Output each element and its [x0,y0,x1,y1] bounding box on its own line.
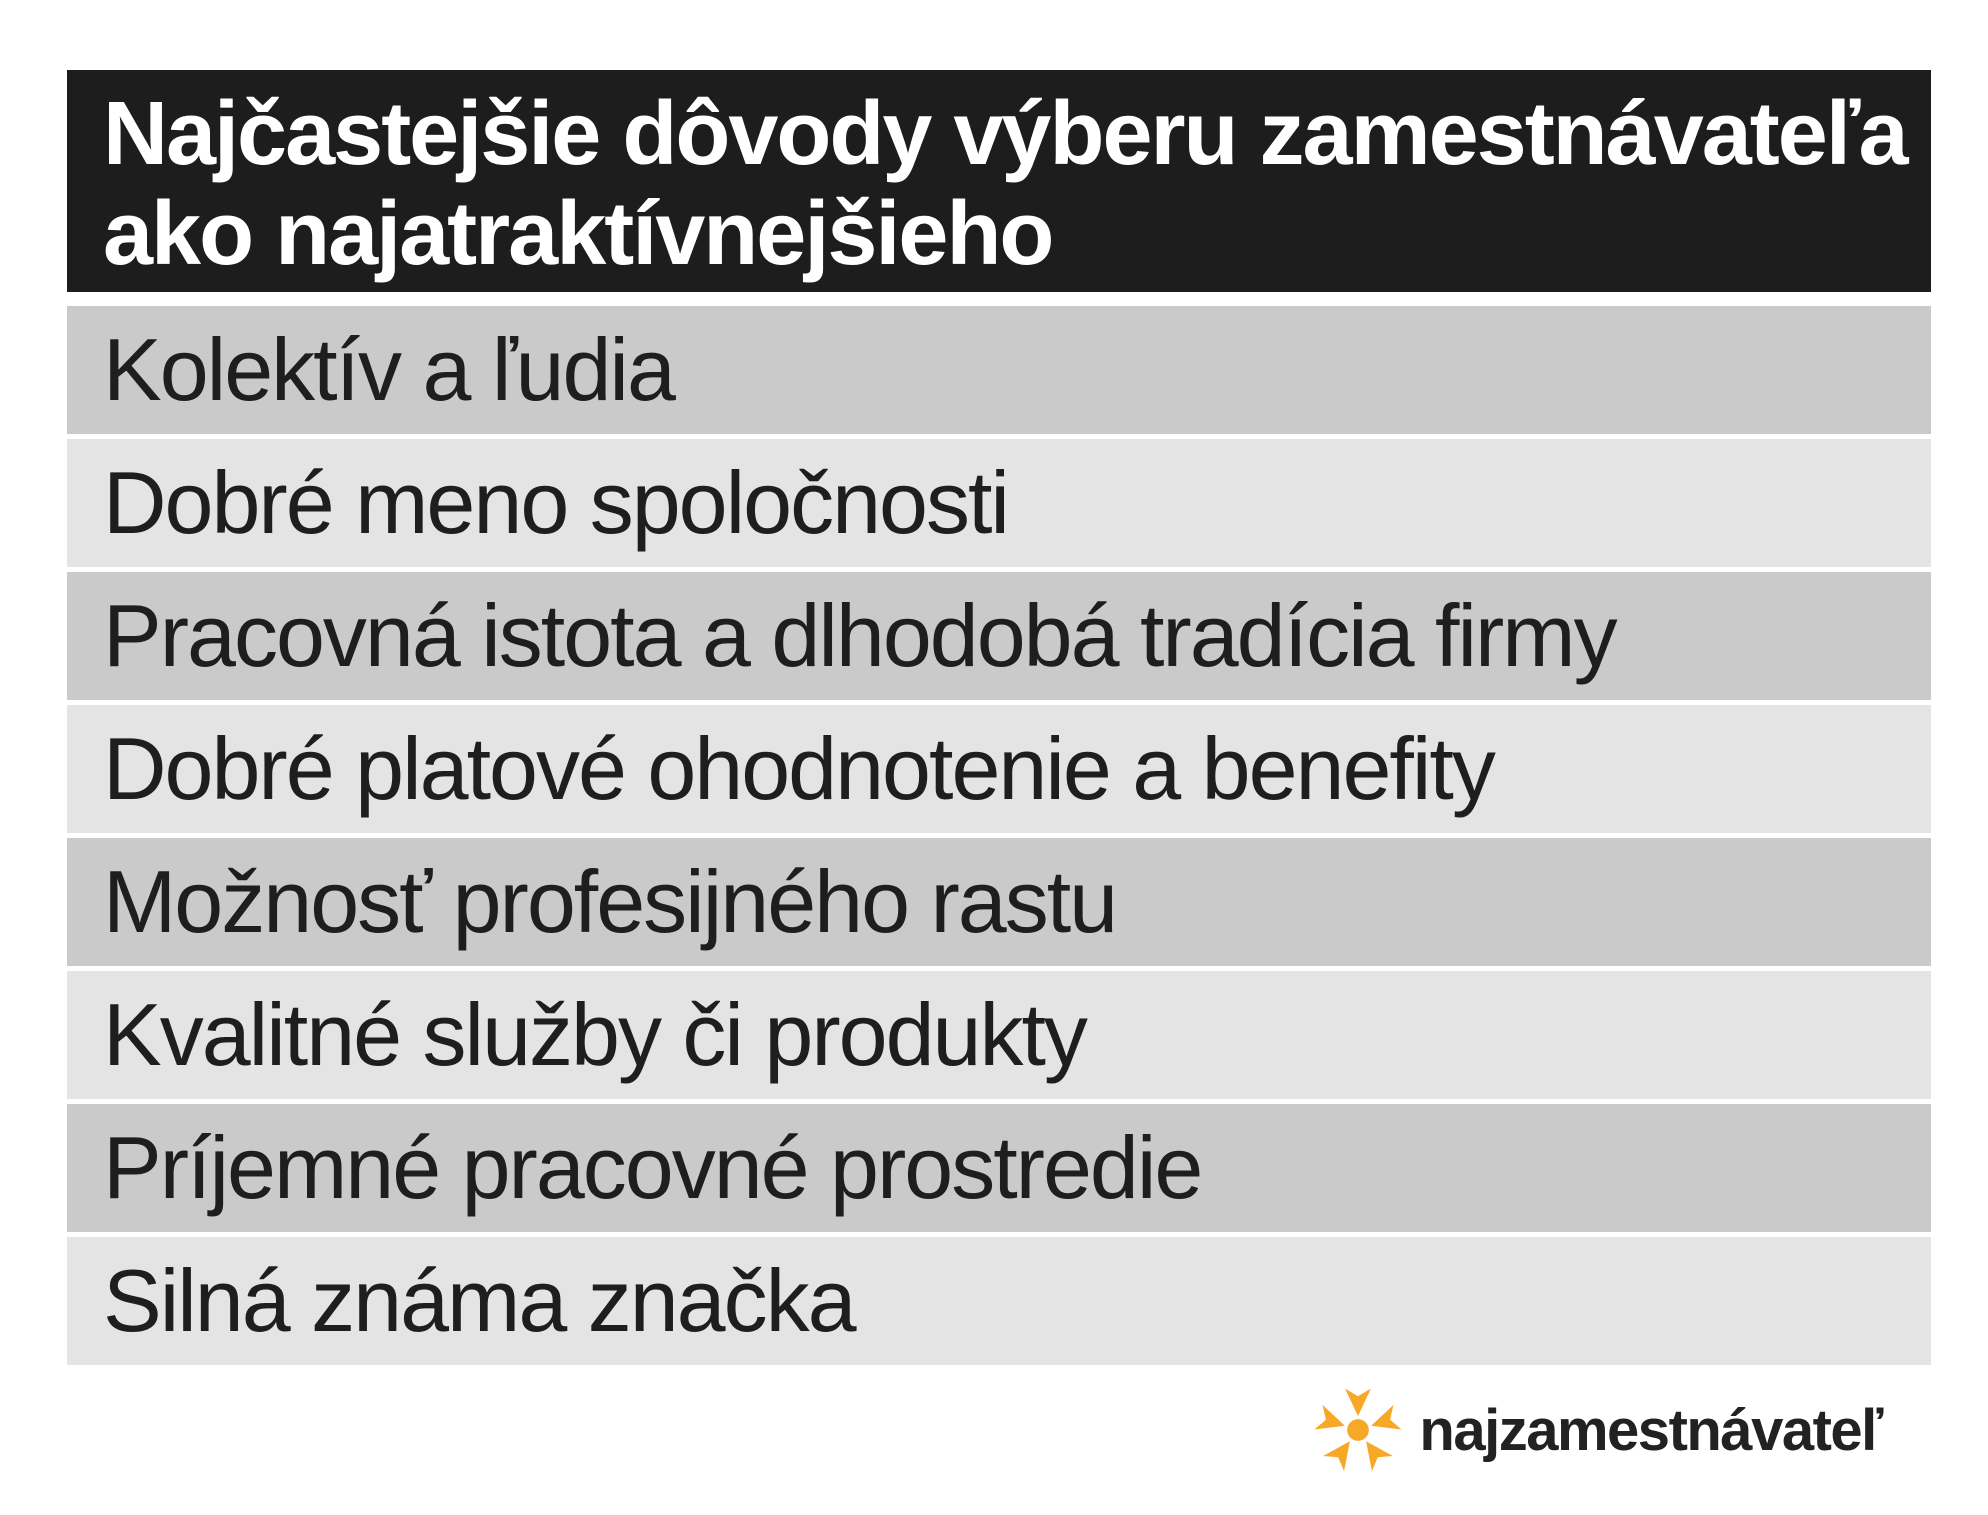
reason-label: Silná známa značka [103,1251,855,1350]
title-line-2: ako najatraktívnejšieho [103,184,1053,284]
reason-label: Kvalitné služby či produkty [103,985,1086,1084]
title-banner [67,70,1931,292]
reason-label: Pracovná istota a dlhodobá tradícia firmy [103,586,1616,685]
reason-label: Dobré platové ohodnotenie a benefity [103,719,1494,818]
reason-row-7 [67,1104,1931,1232]
content-block [67,70,1931,1370]
brand-name: najzamestnávateľ [1419,1397,1882,1463]
reason-label: Kolektív a ľudia [103,320,674,419]
star-burst-icon [1313,1383,1403,1477]
reason-row-8 [67,1237,1931,1365]
reason-row-3 [67,572,1931,700]
reason-row-2 [67,439,1931,567]
reason-row-4 [67,705,1931,833]
reason-label: Príjemné pracovné prostredie [103,1118,1202,1217]
brand-logo [1313,1384,1882,1476]
reason-row-6 [67,971,1931,1099]
reason-label: Možnosť profesijného rastu [103,852,1117,951]
reason-row-1 [67,306,1931,434]
reasons-list [67,306,1931,1365]
reason-row-5 [67,838,1931,966]
title-line-1: Najčastejšie dôvody výberu zamestnávateľa [103,84,1907,184]
reason-label: Dobré meno spoločnosti [103,453,1008,552]
